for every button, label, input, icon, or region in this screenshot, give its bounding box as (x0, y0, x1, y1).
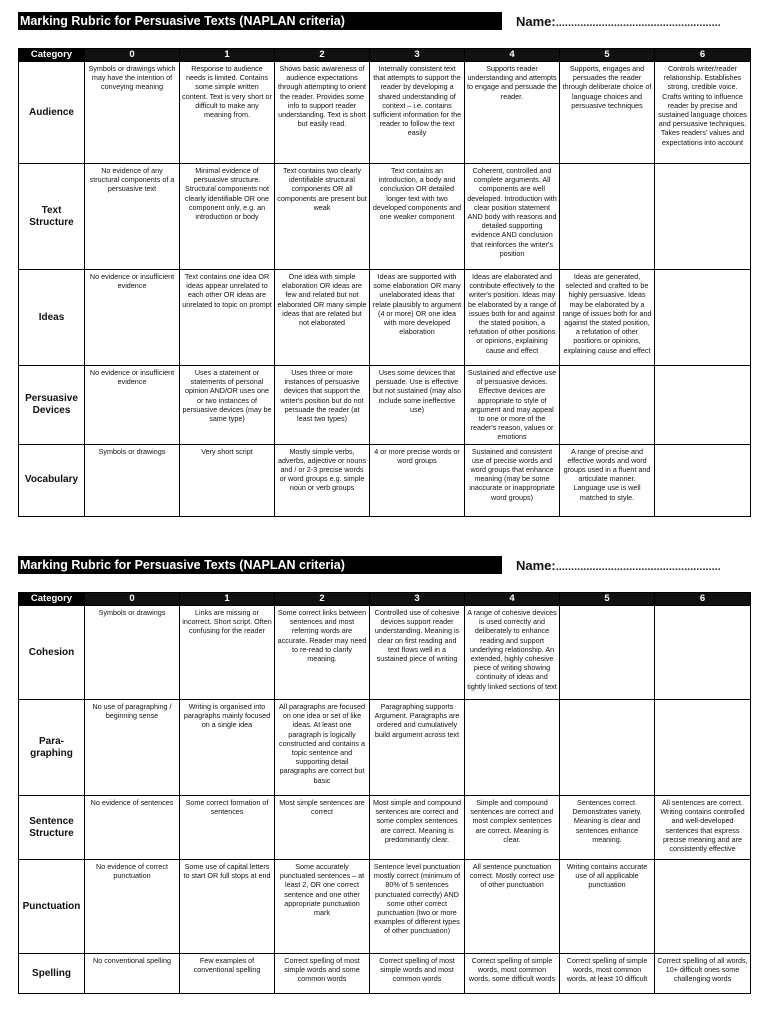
table-cell: Uses three or more instances of persuasive devices that support the writer's position but do not persuade the reader (at least two types) (275, 366, 370, 445)
table-row (19, 444, 751, 516)
name-label: Name: (516, 13, 556, 29)
table-cell: All paragraphs are focused on one idea or set of like ideas. At least one paragraph is logically constructed and contains a topic sentence and supporting detail paragraphs are correct but basic (275, 700, 370, 796)
title-row (18, 556, 750, 574)
table-cell: No evidence or insufficient evidence (85, 366, 180, 445)
table-row (19, 366, 751, 445)
name-field (516, 14, 721, 29)
category-paragraphing: Para-graphing (19, 700, 85, 796)
header-row (19, 49, 751, 62)
table-cell: Mostly simple verbs, adverbs, adjective or nouns and / or 2-3 precise words or word groups e.g. simple noun or verb groups (275, 444, 370, 516)
header-score-3: 3 (370, 49, 465, 62)
table-cell (655, 606, 751, 700)
table-cell: Some correct formation of sentences (180, 796, 275, 860)
name-line: ...................................................... (555, 560, 721, 573)
table-cell: Sentences correct. Demonstrates variety. Meaning is clear and sentences enhance meaning. (560, 796, 655, 860)
table-cell: A range of cohesive devices is used correctly and deliberately to enhance reading and support underlying relationship. An extended, highly cohesive piece of writing showing continuity of ideas and tightly linked sections of text (465, 606, 560, 700)
table-cell (560, 366, 655, 445)
table-cell: Writing contains accurate use of all applicable punctuation (560, 860, 655, 954)
rubric-table (18, 48, 751, 517)
header-score-4: 4 (465, 49, 560, 62)
header-score-3: 3 (370, 593, 465, 606)
category-sentence-structure: Sentence Structure (19, 796, 85, 860)
table-cell: No evidence of any structural components of a persuasive text (85, 164, 180, 270)
category-vocabulary: Vocabulary (19, 444, 85, 516)
header-category: Category (19, 593, 85, 606)
table-cell: Symbols or drawings which may have the intention of conveying meaning (85, 62, 180, 164)
category-spelling: Spelling (19, 954, 85, 994)
table-cell: All sentences are correct. Writing contains controlled and well-developed sentences that express precise meaning and are consistently effective (655, 796, 751, 860)
rubric-table (18, 592, 751, 994)
table-cell (465, 700, 560, 796)
table-cell: Controlled use of cohesive devices support reader understanding. Meaning is clear on first reading and text flows well in a sustained piece of writing (370, 606, 465, 700)
name-field (516, 558, 721, 573)
header-score-5: 5 (560, 49, 655, 62)
table-cell: Some accurately punctuated sentences – at least 2, OR one correct sentence and one other appropriate punctuation mark (275, 860, 370, 954)
table-row (19, 796, 751, 860)
header-score-2: 2 (275, 593, 370, 606)
category-cohesion: Cohesion (19, 606, 85, 700)
table-cell: Correct spelling of simple words, most common words, some difficult words (465, 954, 560, 994)
table-row (19, 860, 751, 954)
header-score-5: 5 (560, 593, 655, 606)
table-cell: Most simple sentences are correct (275, 796, 370, 860)
category-text-structure: Text Structure (19, 164, 85, 270)
rubric-title: Marking Rubric for Persuasive Texts (NAPLAN criteria) (18, 12, 502, 30)
table-cell (560, 164, 655, 270)
header-score-0: 0 (85, 49, 180, 62)
header-category: Category (19, 49, 85, 62)
header-score-1: 1 (180, 49, 275, 62)
table-cell: Minimal evidence of persuasive structure. Structural components not clearly identifiable OR one component only, e.g. an introduction or body (180, 164, 275, 270)
header-score-6: 6 (655, 49, 751, 62)
table-cell: A range of precise and effective words and word groups used in a fluent and articulate manner. Language use is well matched to style. (560, 444, 655, 516)
table-cell: Text contains two clearly identifiable structural components OR all components are present but weak (275, 164, 370, 270)
table-cell: Supports, engages and persuades the reader through deliberate choice of language choices and persuasive techniques (560, 62, 655, 164)
header-score-1: 1 (180, 593, 275, 606)
table-cell: Correct spelling of most simple words and some common words (275, 954, 370, 994)
category-persuasive-devices: Persuasive Devices (19, 366, 85, 445)
table-cell: Writing is organised into paragraphs mainly focused on a single idea (180, 700, 275, 796)
table-cell: Most simple and compound sentences are correct and some complex sentences are correct. Meaning is predominantly clear. (370, 796, 465, 860)
name-label: Name: (516, 557, 556, 573)
table-cell (560, 606, 655, 700)
table-row (19, 270, 751, 366)
table-cell: Some use of capital letters to start OR full stops at end (180, 860, 275, 954)
header-score-4: 4 (465, 593, 560, 606)
table-cell: Ideas are supported with some elaboration OR many unelaborated ideas that relate plausibly to argument (4 or more) OR one idea with more developed elaboration (370, 270, 465, 366)
table-cell (655, 270, 751, 366)
table-cell: Symbols or drawings (85, 444, 180, 516)
table-row (19, 164, 751, 270)
table-cell: All sentence punctuation correct. Mostly correct use of other punctuation (465, 860, 560, 954)
table-cell: Coherent, controlled and complete arguments. All components are well developed. Introduction with clear position statement AND body with reasons and detailed supporting evidence AND conclusion that reinforces the writer's position (465, 164, 560, 270)
category-audience: Audience (19, 62, 85, 164)
table-cell: Links are missing or incorrect. Short script. Often confusing for the reader (180, 606, 275, 700)
table-cell: Sentence level punctuation mostly correct (minimum of 80% of 5 sentences punctuated correctly) AND some other correct punctuation (two or more examples of different types of other punctuation) (370, 860, 465, 954)
rubric-sheet-2 (18, 556, 750, 994)
table-cell: Ideas are generated, selected and crafted to be highly persuasive. Ideas may be elaborated by a range of issues both for and against the stated position, a refutation of other positions or opinions, explaining cause and effect (560, 270, 655, 366)
table-cell: Text contains one idea OR ideas appear unrelated to each other OR ideas are unrelated to topic on prompt (180, 270, 275, 366)
table-cell: Internally consistent text that attempts to support the reader by developing a shared understanding of context – i.e. contains sufficient information for the reader to follow the text easily (370, 62, 465, 164)
table-cell: Symbols or drawings (85, 606, 180, 700)
table-cell: Response to audience needs is limited. Contains some simple written content. Text is very short or difficult to make any meaning from. (180, 62, 275, 164)
table-cell: Sustained and effective use of persuasive devices. Effective devices are appropriate to style of argument and may appeal to one or more of the reader's reason, values or emotions (465, 366, 560, 445)
table-cell: Simple and compound sentences are correct and most complex sentences are correct. Meaning is clear. (465, 796, 560, 860)
table-cell: 4 or more precise words or word groups (370, 444, 465, 516)
category-punctuation: Punctuation (19, 860, 85, 954)
table-cell: No evidence of sentences (85, 796, 180, 860)
table-cell: Supports reader understanding and attempts to engage and persuade the reader. (465, 62, 560, 164)
header-score-6: 6 (655, 593, 751, 606)
table-cell: Shows basic awareness of audience expectations through attempting to orient the reader. Provides some info to support reader understanding. Text is short but easily read. (275, 62, 370, 164)
table-cell: Some correct links between sentences and most referring words are accurate. Reader may need to re-read to clarify meaning. (275, 606, 370, 700)
table-cell: Uses some devices that persuade. Use is effective but not sustained (may also include some ineffective use) (370, 366, 465, 445)
table-cell: Uses a statement or statements of personal opinion AND/OR uses one or two instances of persuasive devices (may be same type) (180, 366, 275, 445)
table-cell (560, 700, 655, 796)
table-cell: No conventional spelling (85, 954, 180, 994)
table-cell (655, 164, 751, 270)
table-cell (655, 366, 751, 445)
table-cell: Correct spelling of simple words, most common words, at least 10 difficult (560, 954, 655, 994)
table-cell: Text contains an introduction, a body and conclusion OR detailed longer text with two developed components and one weaker component (370, 164, 465, 270)
header-score-0: 0 (85, 593, 180, 606)
table-cell (655, 444, 751, 516)
table-cell: Sustained and consistent use of precise words and word groups that enhance meaning (may be some inaccurate or inappropriate word groups) (465, 444, 560, 516)
table-cell: No evidence or insufficient evidence (85, 270, 180, 366)
table-row (19, 62, 751, 164)
table-cell: Very short script (180, 444, 275, 516)
title-row (18, 12, 750, 30)
header-row (19, 593, 751, 606)
table-cell: No evidence of correct punctuation (85, 860, 180, 954)
table-cell: Correct spelling of all words, 10+ difficult ones some challenging words (655, 954, 751, 994)
table-row (19, 606, 751, 700)
table-cell: Correct spelling of most simple words and most common words (370, 954, 465, 994)
table-row (19, 954, 751, 994)
table-cell: One idea with simple elaboration OR ideas are few and related but not elaborated OR many simple ideas that are related but not elaborated (275, 270, 370, 366)
table-cell: Paragraphing supports Argument. Paragraphs are ordered and cumulatively build argument across text (370, 700, 465, 796)
table-cell (655, 700, 751, 796)
table-row (19, 700, 751, 796)
table-cell: Controls writer/reader relationship. Establishes strong, credible voice. Crafts writing to influence reader by precise and sustained language choices and persuasive techniques. Takes readers' values and expectations into account (655, 62, 751, 164)
table-cell (655, 860, 751, 954)
rubric-sheet-1 (18, 12, 750, 517)
category-ideas: Ideas (19, 270, 85, 366)
table-cell: Ideas are elaborated and contribute effectively to the writer's position. Ideas may be elaborated by a range of issues both for and against the stated position, a refutation of other positions or opinions, explaining cause and effect (465, 270, 560, 366)
header-score-2: 2 (275, 49, 370, 62)
rubric-title: Marking Rubric for Persuasive Texts (NAPLAN criteria) (18, 556, 502, 574)
name-line: ...................................................... (555, 16, 721, 29)
table-cell: No use of paragraphing / beginning sense (85, 700, 180, 796)
table-cell: Few examples of conventional spelling (180, 954, 275, 994)
